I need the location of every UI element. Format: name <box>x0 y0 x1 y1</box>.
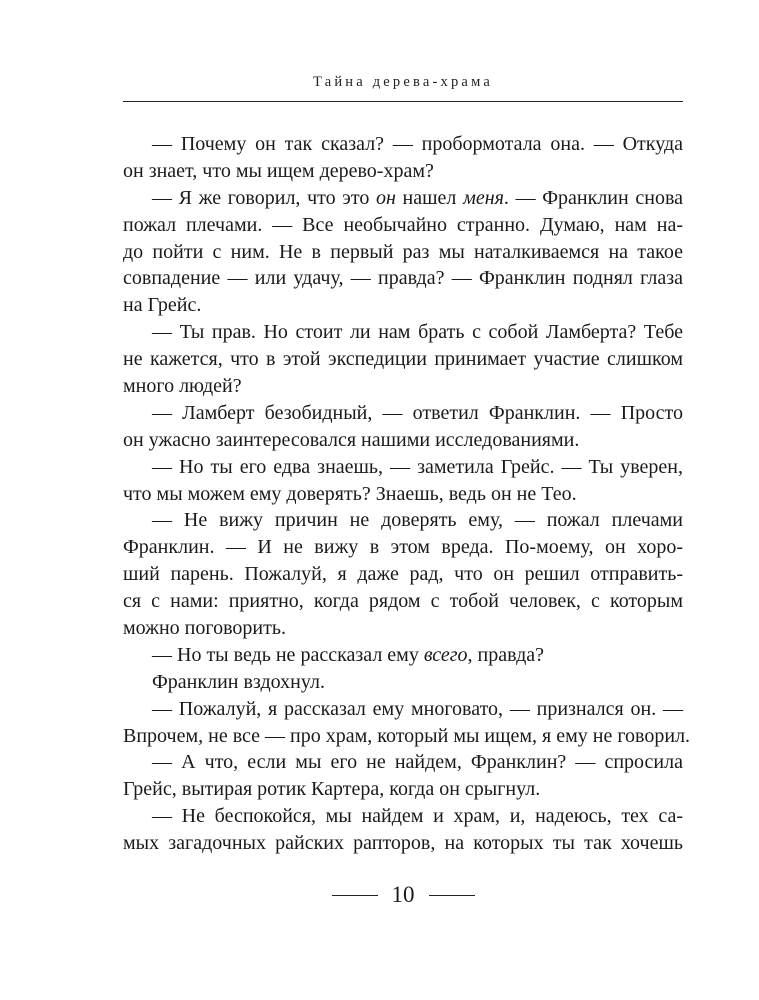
text-line: пожал плечами. — Все необычайно странно. Думаю, нам на- <box>123 213 683 236</box>
text-run: — Но ты ведь не рассказал ему <box>152 643 424 666</box>
text-line: Франклин. — И не вижу в этом вреда. По-моему, он хоро- <box>123 536 683 559</box>
text-line: совпадение — или удачу, — правда? — Франклин поднял глаза <box>123 267 683 290</box>
text-line: Грейс, вытирая ротик Картера, когда он срыгнул. <box>123 778 541 801</box>
text-line: Франклин вздохнул. <box>152 670 325 693</box>
text-line <box>123 642 683 669</box>
text-run: — Я же говорил, что это <box>152 186 376 209</box>
header-rule <box>123 101 683 102</box>
text-line: на Грейс. <box>123 294 202 317</box>
body-text <box>123 131 691 857</box>
footer-rule-left <box>332 895 378 896</box>
text-line: — Не беспокойся, мы найдем и храм, и, надеюсь, тех са- <box>152 805 683 828</box>
text-line: — Но ты его едва знаешь, — заметила Грейс. — Ты уверен, <box>152 455 683 478</box>
text-line: — Ты прав. Но стоит ли нам брать с собой Ламберта? Тебе <box>152 321 683 344</box>
text-line: ся с нами: приятно, когда рядом с тобой человек, с которым <box>123 590 683 613</box>
text-line: что мы можем ему доверять? Знаешь, ведь он не Тео. <box>123 482 577 505</box>
text-run: . — Франклин снова <box>503 186 684 209</box>
text-run: , правда? <box>467 643 545 666</box>
text-line: не кажется, что в этой экспедиции принимает участие слишком <box>123 348 683 371</box>
text-line: он знает, что мы ищем дерево-храм? <box>123 159 434 182</box>
italic-word: он <box>375 186 396 209</box>
text-line: можно поговорить. <box>123 617 286 640</box>
text-line: — Почему он так сказал? — пробормотала она. — Откуда <box>152 133 683 155</box>
page-number: 10 <box>391 882 415 907</box>
text-line <box>123 185 683 212</box>
text-line: — Не вижу причин не доверять ему, — пожал плечами <box>152 509 683 532</box>
text-line: до пойти с ним. Не в первый раз мы наталкиваемся на такое <box>123 240 683 263</box>
text-run: нашел <box>395 186 464 209</box>
text-line: ший парень. Пожалуй, я даже рад, что он решил отправить- <box>123 563 683 586</box>
running-title: Тайна дерева-храма <box>313 74 493 90</box>
page-footer <box>123 880 683 910</box>
text-line: Впрочем, не все — про храм, который мы ищем, я ему не говорил. <box>123 724 691 747</box>
text-line: — Ламберт безобидный, — ответил Франклин. — Просто <box>152 401 683 424</box>
text-line: он ужасно заинтересовался нашими исследованиями. <box>123 428 580 451</box>
italic-word: всего <box>423 643 468 666</box>
text-line: мых загадочных райских рапторов, на которых ты так хочешь <box>123 832 683 855</box>
italic-word: меня <box>463 186 504 209</box>
text-line: — А что, если мы его не найдем, Франклин? — спросила <box>152 751 683 774</box>
text-line: много людей? <box>123 375 242 398</box>
text-line: — Пожалуй, я рассказал ему многовато, — признался он. — <box>152 697 683 720</box>
footer-rule-right <box>429 895 475 896</box>
